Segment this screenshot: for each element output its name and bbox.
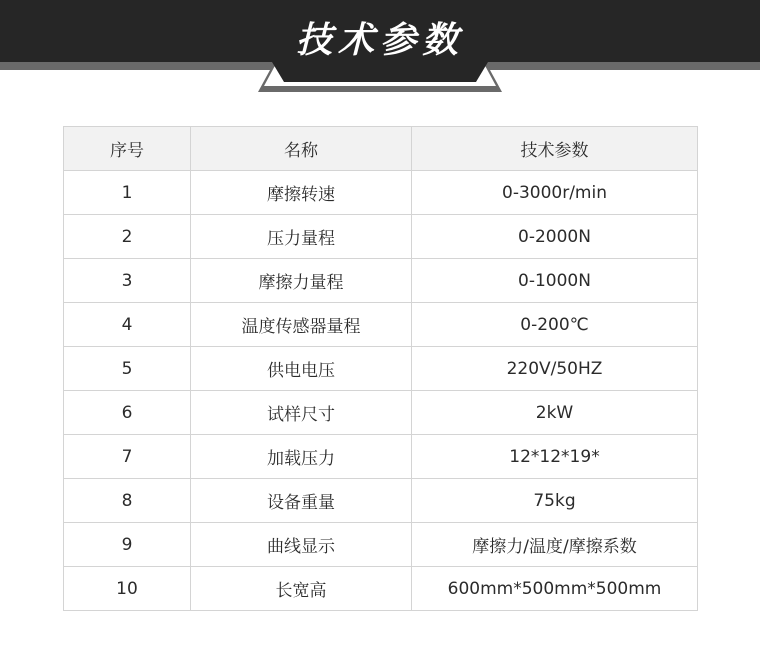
row-index: 5 bbox=[64, 347, 191, 391]
row-index: 10 bbox=[64, 567, 191, 611]
row-index: 8 bbox=[64, 479, 191, 523]
table-row bbox=[64, 523, 698, 567]
spec-table bbox=[63, 126, 698, 611]
row-name: 加载压力 bbox=[191, 435, 412, 479]
row-spec: 摩擦力/温度/摩擦系数 bbox=[412, 523, 698, 567]
header-name: 名称 bbox=[191, 127, 412, 171]
table-row bbox=[64, 435, 698, 479]
row-index: 9 bbox=[64, 523, 191, 567]
table-row bbox=[64, 215, 698, 259]
row-name: 压力量程 bbox=[191, 215, 412, 259]
row-index: 7 bbox=[64, 435, 191, 479]
header-index: 序号 bbox=[64, 127, 191, 171]
row-name: 曲线显示 bbox=[191, 523, 412, 567]
table-row bbox=[64, 479, 698, 523]
row-spec: 600mm*500mm*500mm bbox=[412, 567, 698, 611]
table-row bbox=[64, 567, 698, 611]
title-banner bbox=[0, 0, 760, 100]
row-name: 试样尺寸 bbox=[191, 391, 412, 435]
table-header-row bbox=[64, 127, 698, 171]
header-spec: 技术参数 bbox=[412, 127, 698, 171]
row-spec: 0-3000r/min bbox=[412, 171, 698, 215]
row-spec: 0-2000N bbox=[412, 215, 698, 259]
row-index: 2 bbox=[64, 215, 191, 259]
row-spec: 12*12*19* bbox=[412, 435, 698, 479]
table-row bbox=[64, 391, 698, 435]
table-row bbox=[64, 347, 698, 391]
row-name: 长宽高 bbox=[191, 567, 412, 611]
row-spec: 0-1000N bbox=[412, 259, 698, 303]
row-name: 设备重量 bbox=[191, 479, 412, 523]
row-name: 温度传感器量程 bbox=[191, 303, 412, 347]
table-row bbox=[64, 171, 698, 215]
row-index: 1 bbox=[64, 171, 191, 215]
row-index: 4 bbox=[64, 303, 191, 347]
row-spec: 220V/50HZ bbox=[412, 347, 698, 391]
row-name: 摩擦力量程 bbox=[191, 259, 412, 303]
row-name: 供电电压 bbox=[191, 347, 412, 391]
table-row bbox=[64, 303, 698, 347]
row-spec: 75kg bbox=[412, 479, 698, 523]
row-name: 摩擦转速 bbox=[191, 171, 412, 215]
page-title: 技术参数 bbox=[295, 19, 464, 61]
row-spec: 2kW bbox=[412, 391, 698, 435]
row-spec: 0-200℃ bbox=[412, 303, 698, 347]
row-index: 3 bbox=[64, 259, 191, 303]
table-row bbox=[64, 259, 698, 303]
row-index: 6 bbox=[64, 391, 191, 435]
